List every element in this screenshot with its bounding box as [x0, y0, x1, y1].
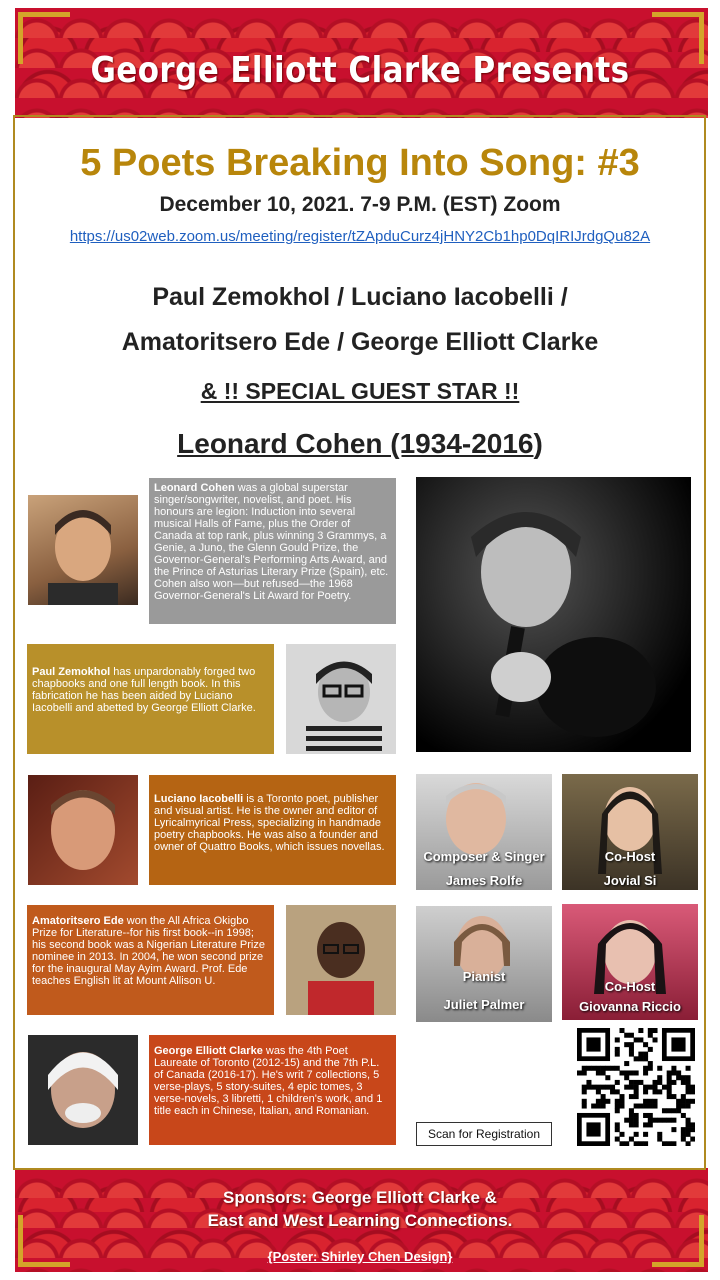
iacobelli-photo [28, 775, 138, 885]
poets-line-1: Paul Zemokhol / Luciano Iacobelli / [152, 283, 568, 311]
guest-name: Leonard Cohen (1934-2016) [177, 428, 543, 459]
face-icon [286, 905, 396, 1015]
performer-role: Co-Host [604, 979, 656, 994]
special-guest-label: & !! SPECIAL GUEST STAR !! [200, 378, 520, 404]
cohen-portrait-photo [28, 495, 138, 605]
face-icon [28, 775, 138, 885]
iacobelli-bio: Luciano Iacobelli is a Toronto poet, publisher and visual artist. He is the owner and editor of Lyricalmyrical Press, specializing in handmade poetry chapbooks. He was also a founder and owner of Quattro Books, which issues novellas. [149, 775, 396, 885]
performer-name: Giovanna Riccio [579, 999, 681, 1014]
registration-link[interactable]: https://us02web.zoom.us/meeting/register/tZApduCurz4jHNY2Cb1hp0DqIRIJrdgQu82A [69, 228, 651, 245]
performer-card-si [562, 774, 698, 890]
clarke-bio: George Elliott Clarke was the 4th Poet Laureate of Toronto (2012-15) and the 7th P.L. of Canada (2016-17). He's writ 7 collections, 5 verse-plays, 5 story-suites, 4 epic tomes, 3 verse-novels, 3 libretti, 1 children's work, and 1 title each in Chinese, Italian, and Romanian. [149, 1035, 396, 1145]
face-icon [28, 495, 138, 605]
ede-photo [286, 905, 396, 1015]
performer-card-riccio [562, 904, 698, 1020]
zemokhol-bio: Paul Zemokhol has unpardonably forged two chapbooks and one full length book. In this fabrication he has been aided by Luciano Iacobelli and abetted by George Elliott Clarke. [27, 644, 274, 754]
performer-name: James Rolfe [445, 873, 523, 888]
presenter-title: George Elliott Clarke Presents [90, 50, 630, 91]
singer-silhouette-icon [416, 477, 691, 752]
performer-name: Jovial Si [603, 873, 657, 888]
cohen-bio: Leonard Cohen was a global superstar singer/songwriter, novelist, and poet. His honours are legion: Induction into several musical Halls of Fame, plus the Order of Canada at top rank, plus winning 3 Grammys, a Genie, a Juno, the Glenn Gould Prize, the Governor-General's Performing Arts Award, and the Prince of Asturias Literary Prize (Spain), etc. Cohen also won—but refused—the 1968 Governor-General's Lit Award for Poetry. [149, 478, 396, 624]
poster-credit: {Poster: Shirley Chen Design} [267, 1249, 453, 1264]
event-date-time: December 10, 2021. 7-9 P.M. (EST) Zoom [159, 193, 561, 216]
qr-code-icon [577, 1028, 695, 1146]
event-headline: 5 Poets Breaking Into Song: #3 [80, 142, 640, 184]
sponsors-line-2: East and West Learning Connections. [207, 1211, 513, 1230]
sponsors-text [0, 1186, 720, 1232]
ede-bio: Amatoritsero Ede won the All Africa Okigbo Prize for Literature--for his first book--in 1998; his second book was a Nigerian Literature Prize nominee in 2013. In 2004, he won second prize for the inaugural May Ayim Award. Prof. Ede teaches English lit at Mount Allison U. [27, 905, 274, 1015]
performer-role: Composer & Singer [423, 849, 545, 864]
performer-card-palmer [416, 906, 552, 1022]
cohen-performance-photo [416, 477, 691, 752]
sponsors-line-1: Sponsors: George Elliott Clarke & [223, 1188, 497, 1207]
face-icon [28, 1035, 138, 1145]
performer-role: Pianist [462, 969, 506, 984]
scan-for-registration-label: Scan for Registration [416, 1122, 552, 1146]
zemokhol-photo [286, 644, 396, 754]
face-icon [286, 644, 396, 754]
poets-line-2: Amatoritsero Ede / George Elliott Clarke [121, 328, 599, 356]
performer-card-rolfe [416, 774, 552, 890]
performer-name: Juliet Palmer [443, 997, 525, 1012]
registration-qr-code[interactable] [577, 1028, 695, 1146]
clarke-portrait-painting [28, 1035, 138, 1145]
performer-role: Co-Host [604, 849, 656, 864]
